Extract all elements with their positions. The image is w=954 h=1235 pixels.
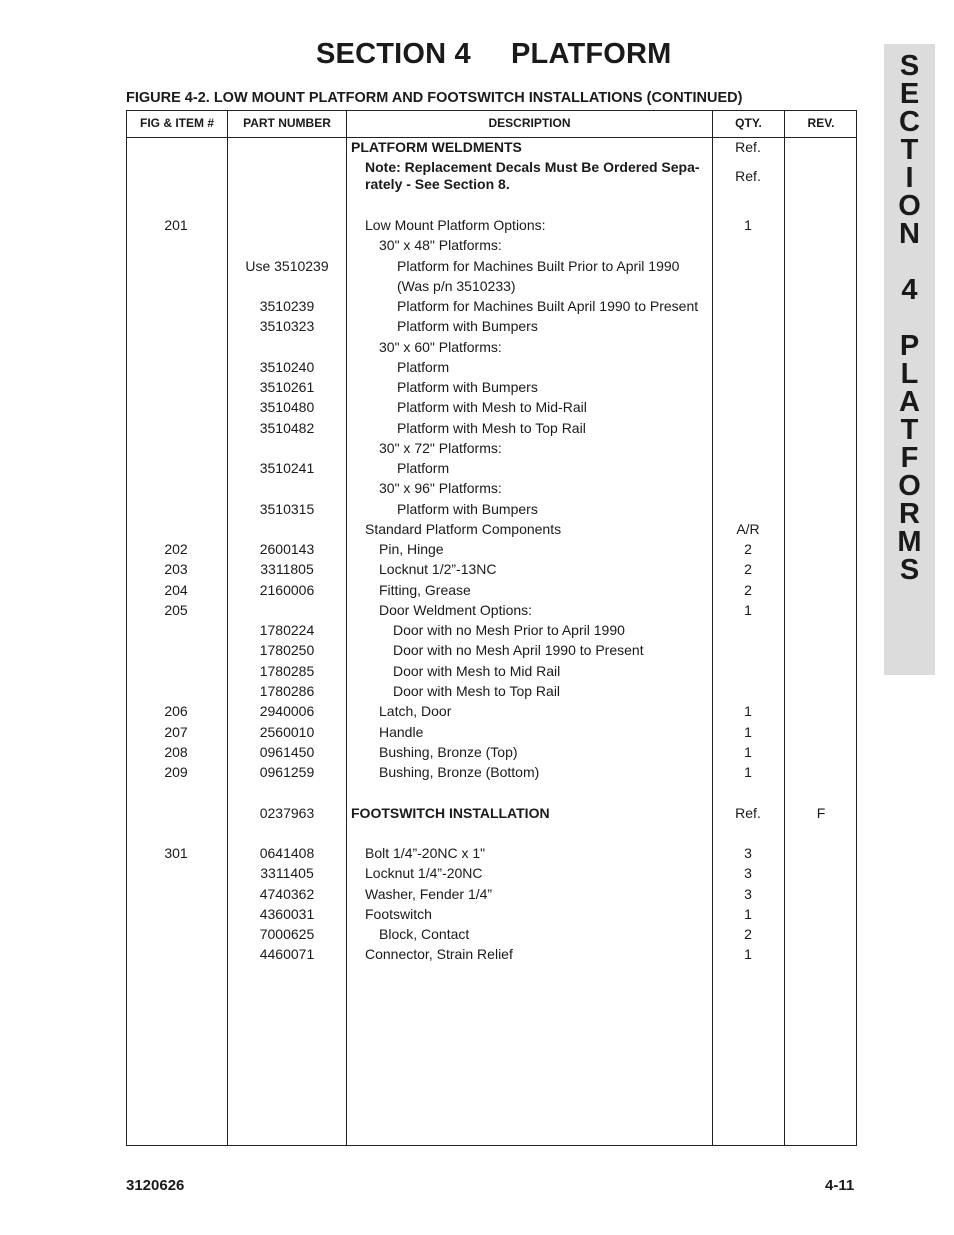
cell-part-number: 3510239 [259,298,315,314]
cell-part-number: 3510240 [259,359,315,375]
cell-item-number: 202 [164,541,188,557]
column-header-item: FIG & ITEM # [139,116,214,130]
cell-part-number: 0641408 [259,845,315,861]
cell-part-number: 3510480 [259,399,315,415]
cell-description: Locknut 1/4”-20NC [365,865,483,881]
header-divider [127,137,856,138]
cell-quantity: 1 [744,703,752,719]
cell-part-number: 2560010 [259,724,315,740]
cell-description: Pin, Hinge [379,541,444,557]
section-side-tab [884,44,935,675]
cell-quantity: Ref. [735,805,761,821]
side-tab-letter: R [899,498,920,530]
cell-item-number: 301 [164,845,188,861]
cell-description: Door with Mesh to Top Rail [393,683,561,699]
side-tab-letter: P [899,330,920,362]
cell-description: 30" x 96" Platforms: [379,480,502,496]
cell-description: 30" x 60" Platforms: [379,339,502,355]
cell-part-number: 2600143 [259,541,315,557]
cell-description: Footswitch [365,906,432,922]
cell-part-number: 3510241 [259,460,315,476]
cell-description: Platform [397,460,450,476]
column-header-description: DESCRIPTION [488,116,571,130]
cell-quantity: Ref. [735,139,761,155]
cell-part-number: 3510315 [259,501,315,517]
cell-description: Locknut 1/2”-13NC [379,561,497,577]
side-tab-letter: A [899,386,920,418]
cell-quantity: 2 [744,561,752,577]
cell-item-number: 203 [164,561,188,577]
cell-description: Platform for Machines Built Prior to April 1990 [397,258,680,274]
cell-description: Low Mount Platform Options: [365,217,546,233]
cell-item-number: 204 [164,582,188,598]
cell-description: 30" x 48" Platforms: [379,237,502,253]
cell-part-number: 0237963 [259,805,315,821]
cell-description: Connector, Strain Relief [365,946,513,962]
document-number: 3120626 [126,1177,185,1194]
cell-description: Bolt 1/4”-20NC x 1" [365,845,486,861]
cell-part-number: 3311405 [260,865,314,881]
cell-description: Platform with Bumpers [397,501,538,517]
cell-description: Door with no Mesh Prior to April 1990 [393,622,625,638]
cell-description: PLATFORM WELDMENTS [351,139,522,155]
side-tab-letter: E [899,78,920,110]
cell-description: Handle [379,724,424,740]
cell-part-number: 7000625 [259,926,315,942]
figure-title: FIGURE 4-2. LOW MOUNT PLATFORM AND FOOTSWITCH INSTALLATIONS (CONTINUED) [126,90,743,106]
cell-description: (Was p/n 3510233) [397,278,516,294]
cell-description: Bushing, Bronze (Bottom) [379,764,540,780]
cell-part-number: 3311805 [260,561,314,577]
cell-part-number: 4360031 [259,906,315,922]
cell-quantity: 3 [744,886,752,902]
cell-description: Platform for Machines Built April 1990 to Present [397,298,699,314]
cell-description: Platform [397,359,450,375]
cell-item-number: 201 [164,217,188,233]
cell-description: Washer, Fender 1/4” [365,886,493,902]
column-header-rev: REV. [807,116,835,130]
cell-part-number: 2160006 [259,582,315,598]
cell-item-number: 205 [164,602,188,618]
cell-part-number: 1780286 [259,683,315,699]
cell-part-number: 3510261 [259,379,315,395]
side-tab-letter: L [900,358,919,390]
column-divider [346,111,347,1145]
column-header-qty: QTY. [735,116,762,130]
cell-quantity: 1 [744,946,752,962]
cell-description: Door Weldment Options: [379,602,533,618]
side-tab-letter: N [899,218,920,250]
cell-description: Door with no Mesh April 1990 to Present [393,642,644,658]
cell-description: Platform with Bumpers [397,318,538,334]
cell-description: Platform with Mesh to Mid-Rail [397,399,587,415]
section-name: PLATFORM [511,38,672,70]
side-tab-letter: S [899,50,920,82]
cell-part-number: 0961450 [259,744,315,760]
cell-part-number: 4460071 [259,946,315,962]
cell-quantity: Ref. [735,168,761,184]
side-tab-letter: O [898,470,921,502]
page-number: 4-11 [825,1177,855,1194]
section-header [316,38,672,71]
column-header-part: PART NUMBER [243,116,331,130]
cell-item-number: 206 [164,703,188,719]
column-divider [712,111,713,1145]
cell-description: Bushing, Bronze (Top) [379,744,518,760]
cell-quantity: 2 [744,926,752,942]
cell-quantity: 1 [744,744,752,760]
cell-quantity: 1 [744,602,752,618]
side-tab-letter: F [900,442,919,474]
cell-part-number: 4740362 [259,886,315,902]
cell-description: FOOTSWITCH INSTALLATION [351,805,550,821]
side-tab-letter: T [900,134,919,166]
cell-description: 30" x 72" Platforms: [379,440,502,456]
cell-part-number: 1780224 [259,622,315,638]
cell-part-number: 0961259 [259,764,315,780]
cell-description: Fitting, Grease [379,582,471,598]
cell-part-number: Use 3510239 [245,258,329,274]
cell-description: Door with Mesh to Mid Rail [393,663,561,679]
side-tab-letter: S [899,554,920,586]
cell-description: Block, Contact [379,926,470,942]
cell-quantity: 2 [744,541,752,557]
section-label: SECTION 4 [316,38,471,70]
cell-part-number: 2940006 [259,703,315,719]
cell-part-number: 1780250 [259,642,315,658]
column-divider [784,111,785,1145]
cell-description: Standard Platform Components [365,521,562,537]
cell-part-number: 3510323 [259,318,315,334]
side-tab-letter: T [900,414,919,446]
cell-quantity: 1 [744,724,752,740]
side-tab-letter: M [897,526,922,558]
cell-description: Latch, Door [379,703,452,719]
side-tab-letter: I [905,162,914,194]
cell-revision: F [816,805,826,821]
cell-description: Note: Replacement Decals Must Be Ordered Sepa- [365,159,700,175]
cell-quantity: 1 [744,764,752,780]
cell-quantity: 3 [744,865,752,881]
cell-part-number: 3510482 [259,420,315,436]
cell-part-number: 1780285 [259,663,315,679]
side-tab-letter: 4 [901,274,918,306]
cell-quantity: 1 [744,906,752,922]
side-tab-letter: C [899,106,920,138]
cell-quantity: 2 [744,582,752,598]
cell-description: Platform with Bumpers [397,379,538,395]
cell-quantity: A/R [736,521,760,537]
cell-item-number: 207 [164,724,188,740]
cell-item-number: 209 [164,764,188,780]
cell-quantity: 3 [744,845,752,861]
cell-description: Platform with Mesh to Top Rail [397,420,586,436]
side-tab-letter: O [898,190,921,222]
cell-item-number: 208 [164,744,188,760]
cell-quantity: 1 [744,217,752,233]
cell-description: rately - See Section 8. [365,176,510,192]
